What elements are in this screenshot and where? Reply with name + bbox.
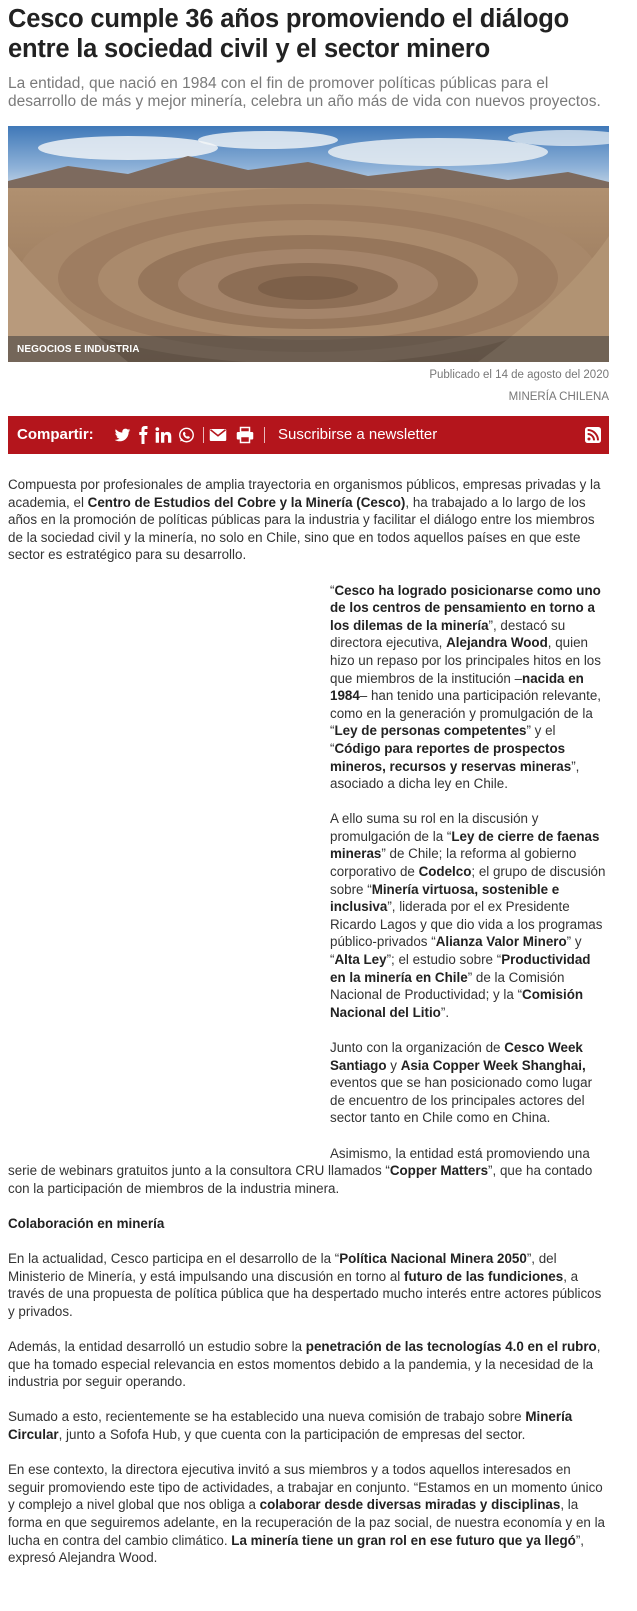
share-label: Compartir: xyxy=(17,426,94,443)
article-title: Cesco cumple 36 años promoviendo el diálogo entre la sociedad civil y el sector minero xyxy=(8,5,570,63)
text-run: , ha trabajado a lo largo de los años en la promoción de políticas públicas para la industria y facilitar el diálogo entre los miembros de la sociedad civil y la minería, no solo en Chile, sino que en todos aquellos países en que este sector es estratégico para su desarrollo. xyxy=(8,494,595,563)
twitter-icon[interactable] xyxy=(114,426,131,444)
text-run: ”. xyxy=(440,1004,450,1020)
text-run: A ello suma su rol en la discusión y promulgación de la “ xyxy=(330,811,539,844)
text-run: eventos que se han posicionado como lugar de encuentro de los principales actores del sector tanto en Chile como en China. xyxy=(330,1075,593,1126)
text-run: , a través de una propuesta de política pública que ha despertado mucho interés entre actores públicos y privados. xyxy=(8,1268,602,1319)
bold-text: Código para reportes de prospectos mineros, recursos y reservas mineras xyxy=(330,740,572,774)
text-run: , que ha tomado especial relevancia en estos momentos debido a la pandemia, y la necesidad de la industria por seguir operando. xyxy=(8,1339,601,1390)
category-tag[interactable] xyxy=(8,336,609,362)
share-bar xyxy=(8,416,609,454)
bold-text: Cesco ha logrado posicionarse como uno de los centros de pensamiento en torno a los dilemas de la minería xyxy=(330,582,601,633)
text-run: ”, expresó Alejandra Wood. xyxy=(8,1532,584,1566)
text-run: ” de la Comisión Nacional de Productividad; y la “ xyxy=(330,969,565,1003)
newsletter-link[interactable]: Suscribirse a newsletter xyxy=(278,426,438,443)
paragraph xyxy=(8,1408,609,1443)
bold-text: La minería tiene un gran rol en ese futuro que ya llegó xyxy=(231,1532,576,1548)
share-separator xyxy=(264,427,265,443)
article-body xyxy=(8,476,609,1584)
paragraph xyxy=(8,1338,609,1391)
text-run: ” de Chile; la reforma al gobierno corporativo de xyxy=(330,846,577,880)
paragraph xyxy=(8,1461,609,1567)
publish-date: Publicado el 14 de agosto del 2020 xyxy=(429,369,609,381)
rss-icon[interactable] xyxy=(585,427,601,445)
text-run: En ese contexto, la directora ejecutiva invitó a sus miembros y a todos aquellos interesados en seguir promoviendo este tipo de actividades, a trabajar en conjunto. “Estamos en un momento único y complejo a nivel global que nos obliga a xyxy=(8,1462,603,1513)
text-run: ” y “ xyxy=(330,934,582,968)
article xyxy=(8,0,609,1566)
bold-text: Alejandra Wood xyxy=(446,635,548,651)
bold-text: Minería Circular xyxy=(8,1409,573,1443)
bold-text: colaborar desde diversas miradas y disciplinas xyxy=(259,1497,561,1513)
bold-text: Ley de personas competentes xyxy=(334,723,527,739)
bold-text: Comisión Nacional del Litio xyxy=(330,987,584,1020)
bold-text: Productividad en la minería en Chile xyxy=(330,952,591,985)
bold-text: Alta Ley xyxy=(334,952,387,968)
text-run: , la forma en que seguiremos adelante, en la recuperación de la paz social, de nuestra economía y en la lucha en contra del cambio climático. xyxy=(8,1497,605,1548)
bold-text: penetración de las tecnologías 4.0 en el rubro xyxy=(305,1339,597,1355)
share-separator xyxy=(203,427,204,443)
bold-text: Minería virtuosa, sostenible e inclusiva xyxy=(330,881,560,915)
category-label: NEGOCIOS E INDUSTRIA xyxy=(17,344,140,355)
text-run: ”, liderada por el ex Presidente Ricardo Lagos y que dio vida a los programas público-privados “ xyxy=(330,899,603,950)
bold-text: Política Nacional Minera 2050 xyxy=(339,1251,527,1267)
article-source: MINERÍA CHILENA xyxy=(508,391,609,403)
text-run: Asimismo, la entidad está promoviendo una serie de webinars gratuitos junto a la consultora CRU llamados “ xyxy=(8,1145,590,1179)
text-run: , junto a Sofofa Hub, y que cuenta con la participación de empresas del sector. xyxy=(58,1427,526,1443)
bold-text: Centro de Estudios del Cobre y la Minería (Cesco) xyxy=(87,494,406,510)
section-heading xyxy=(8,1215,609,1233)
facebook-icon[interactable] xyxy=(138,426,148,444)
text-run: ; el grupo de discusión sobre “ xyxy=(330,864,606,897)
text-run: ”, del Ministerio de Minería, y está impulsando una discusión en torno al xyxy=(8,1251,557,1284)
text-run: ”, que ha contado con la participación de miembros de la industria minera. xyxy=(8,1163,593,1196)
text-run: , quien hizo un repaso por los principales hitos en los que miembros de la institución – xyxy=(330,635,601,686)
hero-image xyxy=(8,126,609,362)
text-run: Sumado a esto, recientemente se ha establecido una nueva comisión de trabajo sobre xyxy=(8,1409,526,1425)
text-run: ”, asociado a dicha ley en Chile. xyxy=(330,758,580,792)
bold-text: nacida en 1984 xyxy=(330,670,584,704)
text-run: – han tenido una participación relevante, como en la generación y promulgación de la “ xyxy=(330,688,601,739)
email-icon[interactable] xyxy=(209,426,227,444)
bold-text: Cesco Week Santiago xyxy=(330,1040,583,1073)
embedded-media-space xyxy=(8,582,330,1148)
bold-text: Colaboración en minería xyxy=(8,1215,165,1231)
article-subtitle: La entidad, que nació en 1984 con el fin de promover políticas públicas para el desarrollo de más y mejor minería, celebra un año más de vida con nuevos proyectos. xyxy=(8,75,601,110)
text-run: Además, la entidad desarrolló un estudio sobre la xyxy=(8,1339,306,1355)
paragraph xyxy=(8,476,609,564)
whatsapp-icon[interactable] xyxy=(178,426,195,444)
bold-text: Codelco xyxy=(418,864,472,880)
text-run: y xyxy=(386,1057,401,1073)
bold-text: Alianza Valor Minero xyxy=(435,934,567,950)
text-run: ”, destacó su directora ejecutiva, xyxy=(330,617,566,651)
text-run: “ xyxy=(330,582,335,598)
text-run: Compuesta por profesionales de amplia trayectoria en organismos públicos, empresas privadas y la academia, el xyxy=(8,477,601,510)
paragraph xyxy=(8,1145,609,1198)
paragraph xyxy=(8,1250,609,1320)
print-icon[interactable] xyxy=(236,426,254,444)
text-run: En la actualidad, Cesco participa en el desarrollo de la “ xyxy=(8,1251,340,1267)
text-run: ” y el “ xyxy=(330,723,556,756)
bold-text: Asia Copper Week Shanghai, xyxy=(400,1057,586,1073)
text-run: Junto con la organización de xyxy=(330,1040,505,1055)
bold-text: futuro de las fundiciones xyxy=(403,1268,564,1284)
bold-text: Ley de cierre de faenas mineras xyxy=(330,828,600,862)
linkedin-icon[interactable] xyxy=(155,426,172,444)
text-run: ”; el estudio sobre “ xyxy=(386,952,502,968)
open-pit-mine-illustration xyxy=(8,126,609,362)
bold-text: Copper Matters xyxy=(389,1163,489,1179)
